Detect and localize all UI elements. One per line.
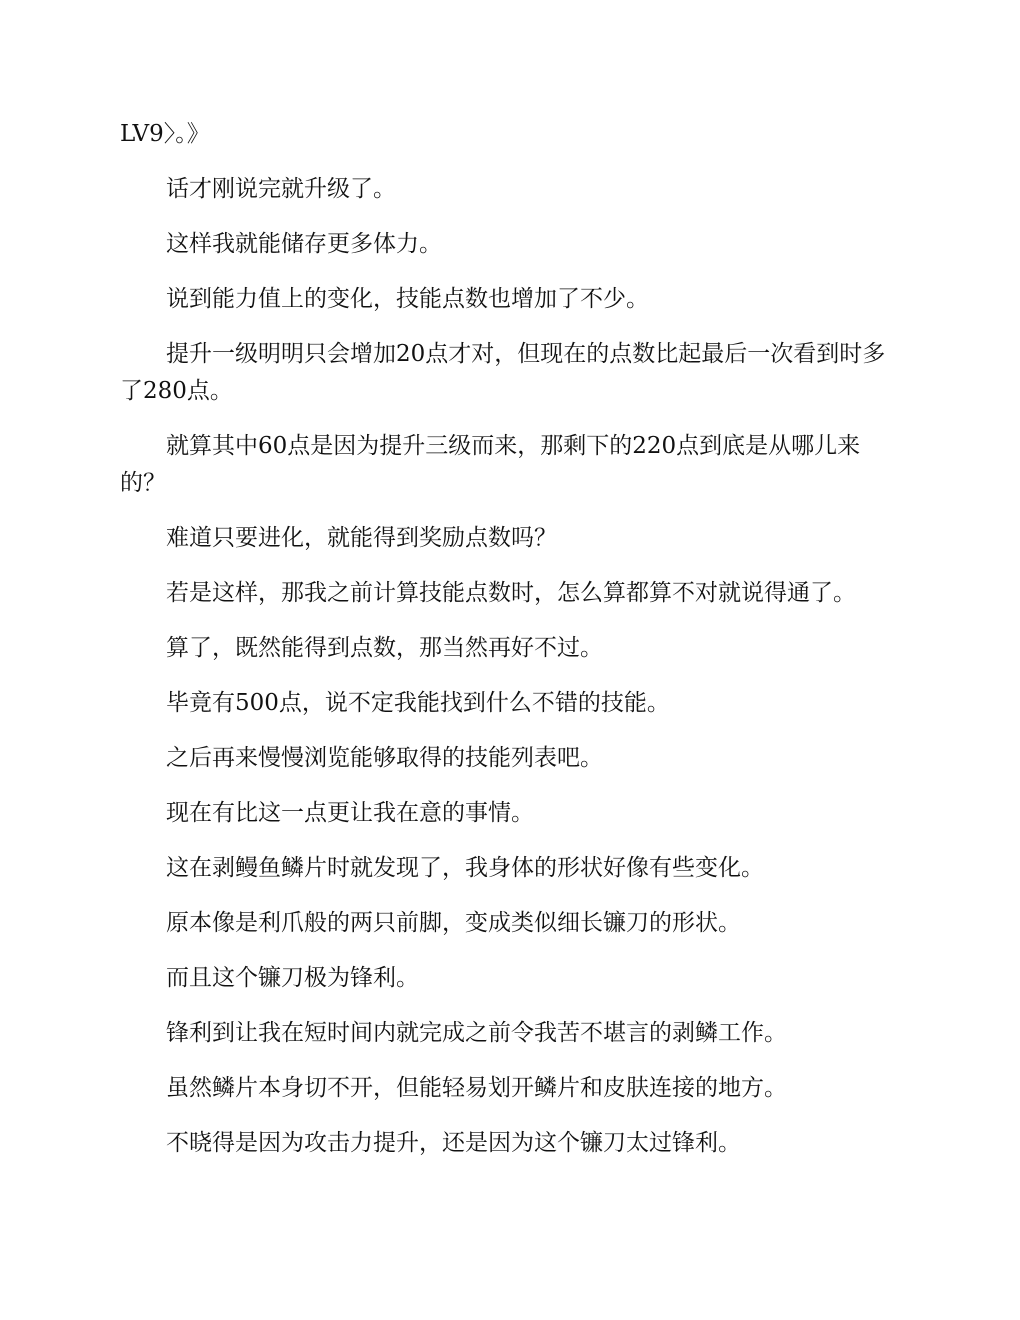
- paragraph: 而且这个镰刀极为锋利。: [166, 965, 419, 991]
- paragraph: 这样我就能储存更多体力。: [166, 231, 442, 257]
- paragraph: 说到能力值上的变化，技能点数也增加了不少。: [166, 286, 649, 312]
- paragraph: 这在剥鳗鱼鳞片时就发现了，我身体的形状好像有些变化。: [166, 855, 764, 881]
- paragraph: 就算其中60点是因为提升三级而来，那剩下的220点到底是从哪儿来的？: [120, 433, 861, 496]
- paragraph: 若是这样，那我之前计算技能点数时，怎么算都算不对就说得通了。: [166, 580, 856, 606]
- text-column: [120, 116, 900, 1180]
- paragraph: 话才刚说完就升级了。: [166, 176, 396, 202]
- paragraph: 算了，既然能得到点数，那当然再好不过。: [166, 635, 603, 661]
- paragraph: 原本像是利爪般的两只前脚，变成类似细长镰刀的形状。: [166, 910, 741, 936]
- paragraph: 现在有比这一点更让我在意的事情。: [166, 800, 534, 826]
- paragraph: 之后再来慢慢浏览能够取得的技能列表吧。: [166, 745, 603, 771]
- paragraph: 锋利到让我在短时间内就完成之前令我苦不堪言的剥鳞工作。: [166, 1020, 787, 1046]
- paragraph: 虽然鳞片本身切不开，但能轻易划开鳞片和皮肤连接的地方。: [166, 1075, 787, 1101]
- paragraph: 不晓得是因为攻击力提升，还是因为这个镰刀太过锋利。: [166, 1130, 741, 1156]
- paragraph: 提升一级明明只会增加20点才对，但现在的点数比起最后一次看到时多了280点。: [120, 341, 886, 404]
- paragraph: LV9〉。》: [120, 121, 210, 147]
- paragraph: 难道只要进化，就能得到奖励点数吗？: [166, 525, 557, 551]
- paragraph: 毕竟有500点，说不定我能找到什么不错的技能。: [166, 690, 670, 716]
